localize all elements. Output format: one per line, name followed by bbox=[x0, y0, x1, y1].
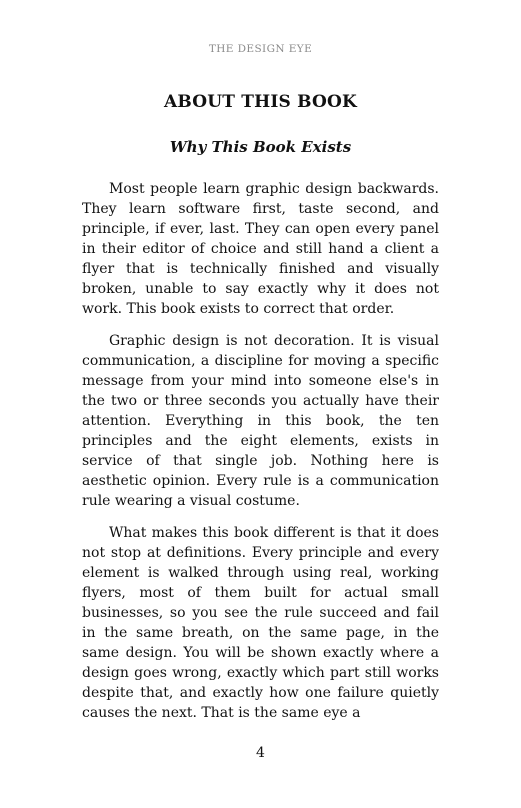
section-title: Why This Book Exists bbox=[169, 138, 352, 156]
running-header: THE DESIGN EYE bbox=[208, 43, 313, 55]
paragraph: Most people learn graphic design backwards. They learn software first, taste second, and principle, if ever, last. They can open every panel in their editor of choice and still hand a client a flyer that is technically finished and visually broken, unable to say exactly why it does not work. This book exists to correct that order. bbox=[82, 181, 439, 317]
paragraph: Graphic design is not decoration. It is visual communication, a discipline for moving a specific message from your mind into someone else's in the two or three seconds you actually have their attention. Everything in this book, the ten principles and the eight elements, exists in service of that single job. Nothing here is aesthetic opinion. Every rule is a communication rule wearing a visual costume. bbox=[82, 333, 439, 509]
chapter-title: ABOUT THIS BOOK bbox=[163, 92, 357, 112]
paragraph: What makes this book different is that it does not stop at definitions. Every principle and every element is walked through using real, working flyers, most of them built for actual small businesses, so you see the rule succeed and fail in the same breath, on the same page, in the same design. You will be shown exactly where a design goes wrong, exactly which part still works despite that, and exactly how one failure quietly causes the next. That is the same eye a bbox=[82, 525, 439, 721]
body-text bbox=[82, 179, 439, 735]
page-number: 4 bbox=[256, 745, 265, 761]
